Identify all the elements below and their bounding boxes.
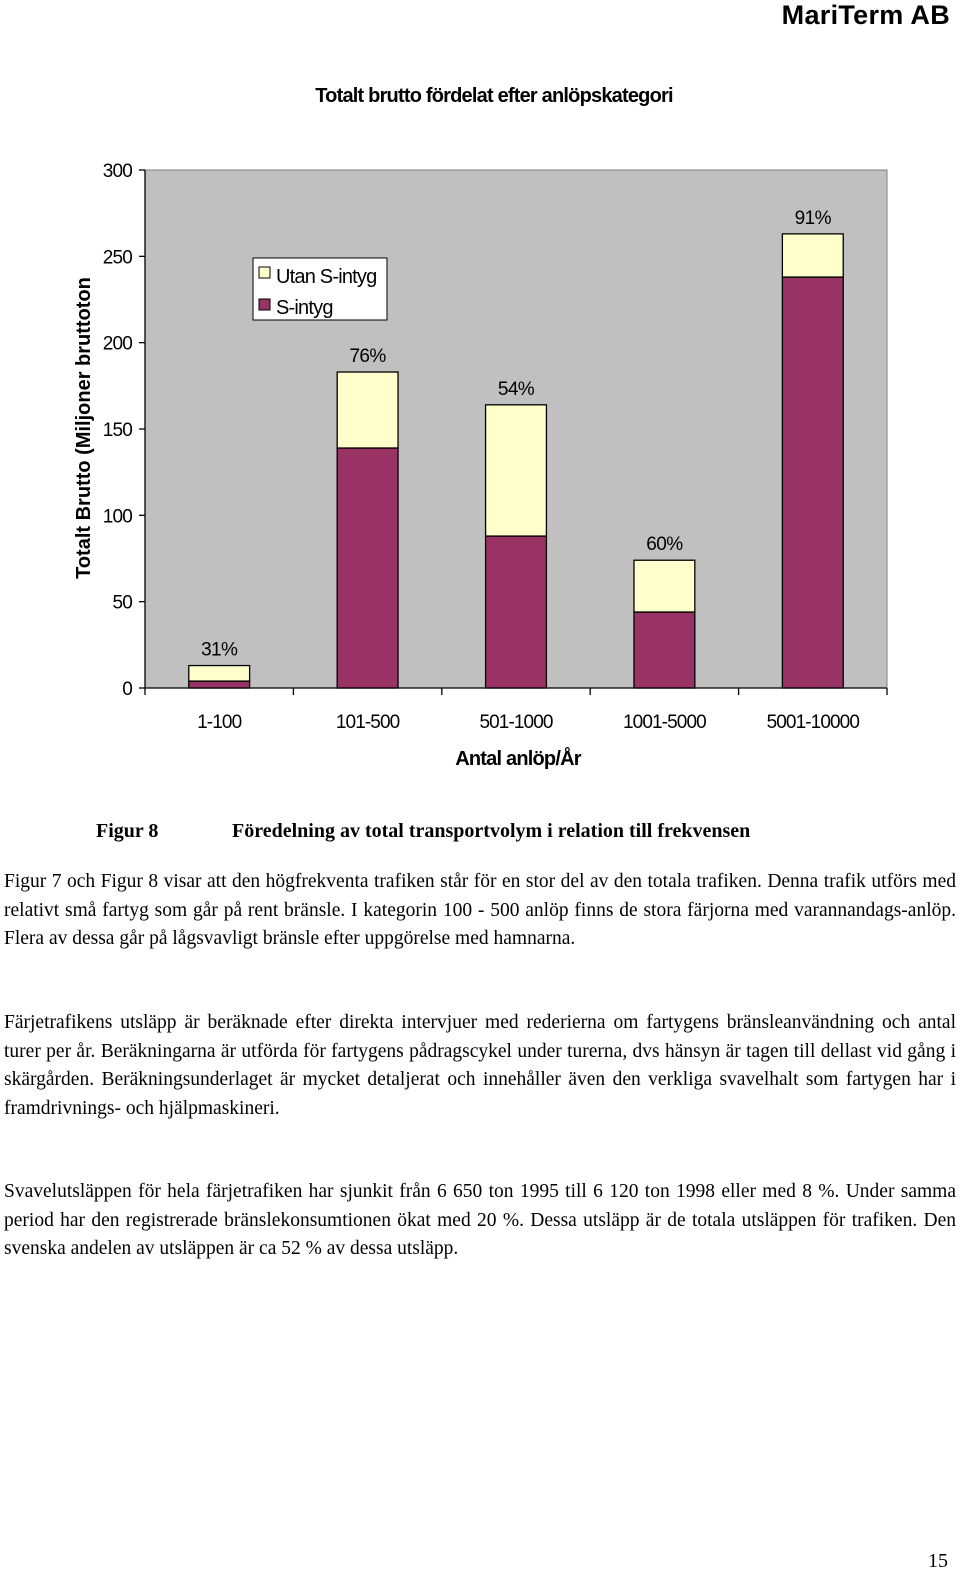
- bar-segment: [782, 234, 843, 277]
- legend-swatch-s-intyg: [259, 299, 270, 310]
- paragraph-2: Färjetrafikens utsläpp är beräknade efter direkta intervjuer med rederierna om fartygens bränsleanvändning och antal turer per år. Beräkningarna är utförda för fartygens pådragscykel under turerna, dvs hänsyn är tagen till dellast vid gång i skärgården. Beräkningsunderlaget är mycket detaljerat och innehåller även den verkliga svavelhalt som fartygen har i framdrivnings- och hjälpmaskineri.: [4, 1012, 956, 1119]
- header-brand: MariTerm AB: [781, 0, 950, 30]
- paragraph-1: Figur 7 och Figur 8 visar att den högfrekventa trafiken står för en stor del av den totala trafiken. Denna trafik utförs med relativt små fartyg som går på rent bränsle. I kategorin 100 - 500 anlöp finns de stora färjorna med varannandags-anlöp. Flera av dessa går på lågsvavligt bränsle efter uppgörelse med hamnarna.: [4, 871, 956, 949]
- bar-percentage-label: 60%: [646, 534, 683, 556]
- legend: [253, 258, 387, 320]
- bar-segment: [189, 681, 250, 688]
- y-tick-label: 300: [102, 161, 132, 182]
- stacked-bar-chart: [0, 0, 960, 790]
- bar-segment: [634, 560, 695, 612]
- y-tick-label: 250: [102, 247, 132, 269]
- page-number: 15: [928, 1550, 948, 1572]
- x-axis-title: Antal anlöp/År: [455, 748, 581, 770]
- x-tick-label: 101-500: [335, 712, 400, 733]
- legend-label-s-intyg: S-intyg: [276, 297, 333, 319]
- bar-segment: [189, 666, 250, 682]
- figure-caption: Föredelning av total transportvolym i relation till frekvensen: [232, 820, 751, 842]
- x-tick-label: 1001-5000: [623, 712, 706, 733]
- bar-percentage-label: 54%: [497, 378, 535, 400]
- bar-percentage-label: 91%: [794, 207, 831, 229]
- legend-swatch-utan-s-intyg: [259, 267, 270, 278]
- x-tick-label: 1-100: [197, 712, 242, 733]
- y-tick-label: 100: [102, 506, 132, 528]
- bar-segment: [782, 277, 843, 688]
- x-tick-label: 5001-10000: [766, 712, 860, 733]
- bar-segment: [486, 405, 547, 536]
- bar-segment: [337, 372, 398, 448]
- y-axis: [103, 161, 145, 700]
- legend-label-utan-s-intyg: Utan S-intyg: [276, 266, 377, 288]
- x-axis: [145, 688, 887, 733]
- bar-segment: [337, 448, 398, 688]
- chart-title: Totalt brutto fördelat efter anlöpskategori: [315, 85, 673, 107]
- y-tick-label: 200: [102, 333, 132, 355]
- y-tick-label: 50: [112, 592, 132, 614]
- bar-segment: [486, 536, 547, 688]
- y-tick-label: 150: [102, 420, 132, 441]
- bar-percentage-label: 31%: [201, 639, 238, 661]
- y-tick-label: 0: [122, 679, 132, 700]
- figure-number: Figur 8: [96, 820, 159, 842]
- x-tick-label: 501-1000: [479, 712, 553, 733]
- bar-segment: [634, 612, 695, 688]
- y-axis-title: Totalt Brutto (Miljoner bruttoton: [73, 277, 95, 579]
- paragraph-3: Svavelutsläppen för hela färjetrafiken har sjunkit från 6 650 ton 1995 till 6 120 ton 1998 eller med 8 %. Under samma period har den registrerade bränslekonsumtionen ökat med 20 %. Dessa utsläpp är de totala utsläppen för trafiken. Den svenska andelen av utsläppen är ca 52 % av dessa utsläpp.: [4, 1181, 956, 1259]
- bar-percentage-label: 76%: [349, 346, 386, 368]
